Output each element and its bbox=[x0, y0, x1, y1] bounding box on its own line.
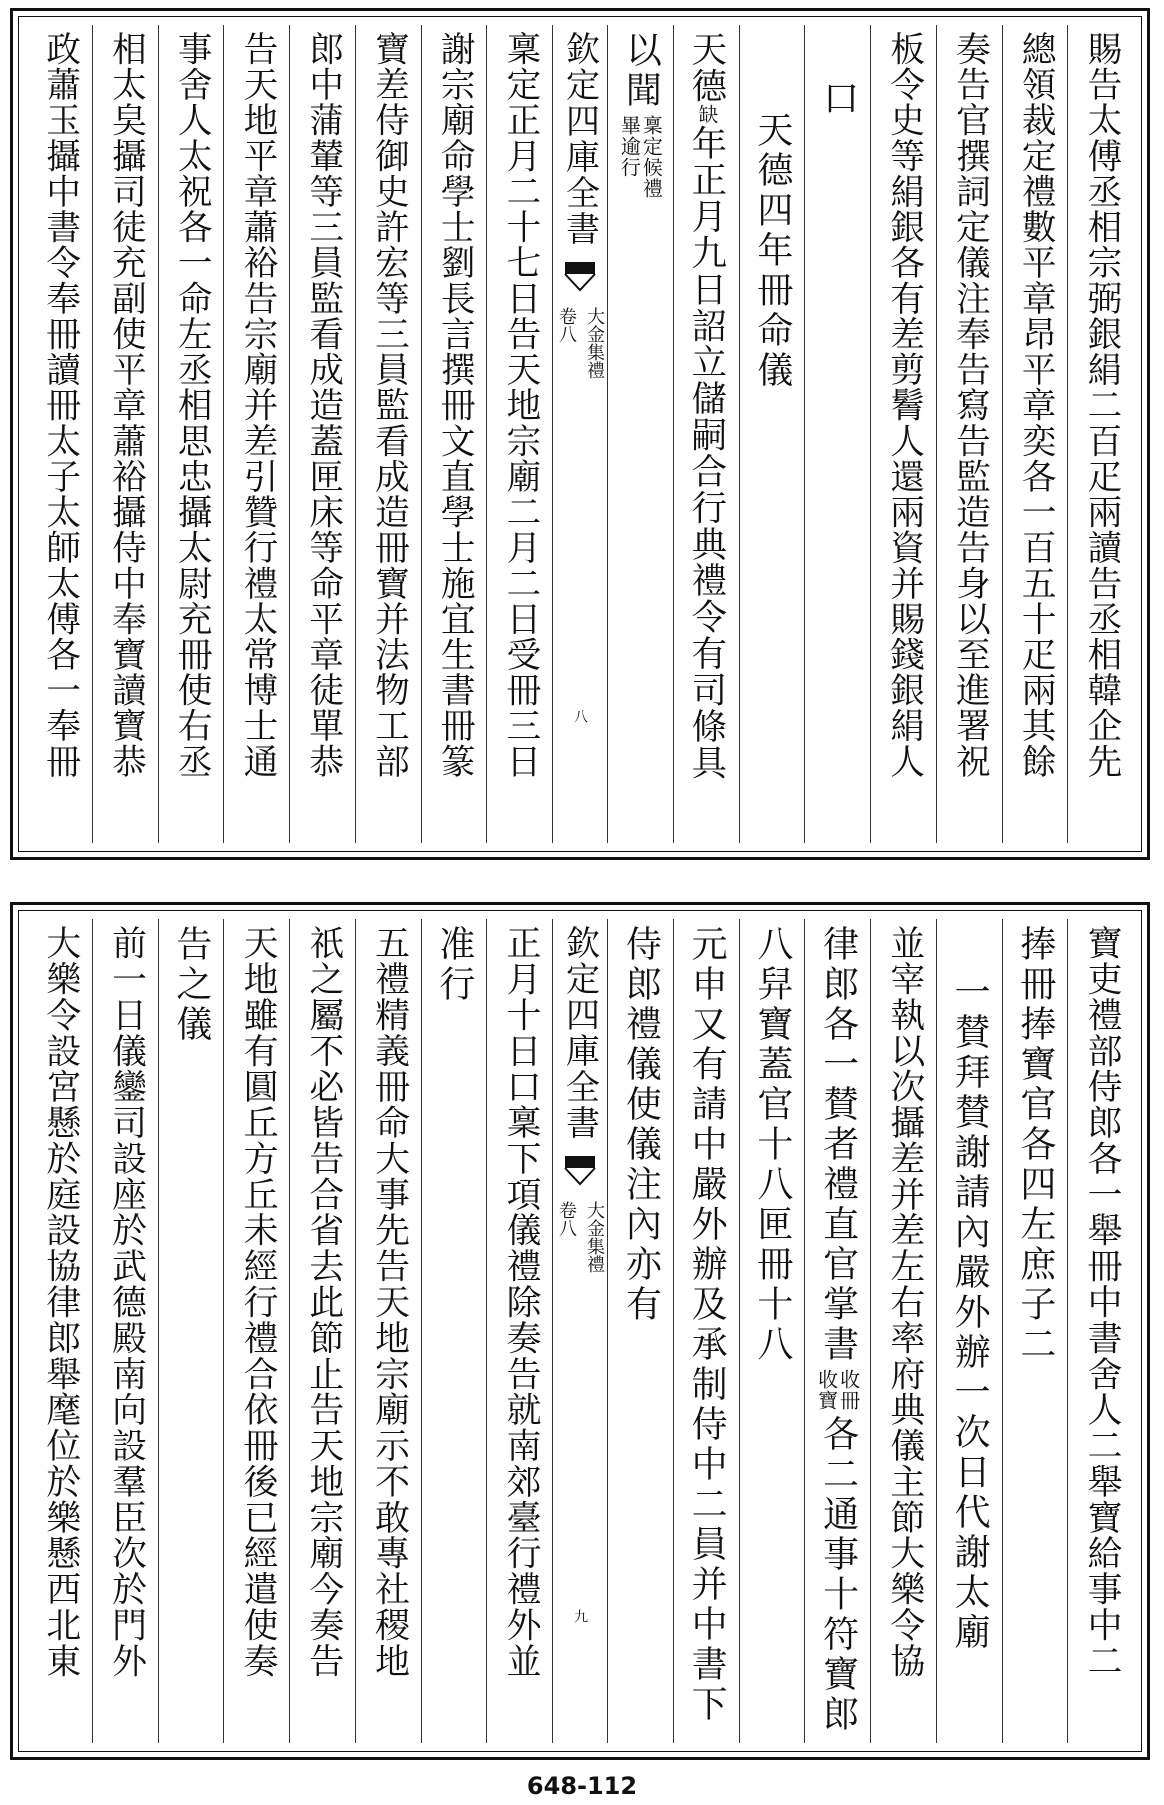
center-fold bbox=[552, 25, 607, 843]
text-column bbox=[1067, 25, 1133, 843]
dual-note bbox=[814, 1369, 861, 1411]
text-column bbox=[355, 25, 421, 843]
book-title: 欽定四庫全書 bbox=[559, 925, 600, 1141]
column-text: 侍郎禮儀使儀注內亦有 bbox=[620, 925, 662, 1325]
column-text: 事舍人太祝各一命左丞相思忠攝太尉充冊使右丞 bbox=[171, 31, 212, 780]
column-text: 年正月九日詔立儲嗣合行典禮令有司條具 bbox=[685, 124, 727, 781]
folio-number: 八 bbox=[572, 709, 588, 723]
column-text: 八舁寶蓋官十八匣冊十八 bbox=[751, 925, 793, 1365]
volume-info bbox=[553, 307, 607, 379]
column-text: 大樂令設宮懸於庭設協律郎舉麾位於樂懸西北東 bbox=[39, 925, 80, 1679]
column-text: 賜告太傅丞相宗弼銀絹二百疋兩讀告丞相韓企先 bbox=[1080, 31, 1121, 780]
book-subtitle: 大金集禮 bbox=[584, 1201, 605, 1273]
text-column bbox=[289, 919, 355, 1743]
text-column bbox=[673, 919, 739, 1743]
text-column bbox=[607, 919, 673, 1743]
inline-note-left: 收寶 bbox=[814, 1369, 839, 1411]
volume-label: 卷八 bbox=[556, 1201, 577, 1237]
top-page bbox=[10, 8, 1150, 860]
column-text: 前一日儀鑾司設座於武德殿南向設羣臣次於門外 bbox=[105, 925, 146, 1679]
page-number-footer: 648-112 bbox=[526, 1772, 638, 1800]
column-text: 寶差侍御史許宏等三員監看成造冊寶并法物工部 bbox=[368, 31, 409, 780]
column-text: 祇之屬不必皆告合省去此節止告天地宗廟今奏告 bbox=[302, 925, 343, 1679]
text-column bbox=[223, 919, 289, 1743]
text-column bbox=[421, 919, 487, 1743]
mixed-text bbox=[814, 925, 861, 1735]
volume-info bbox=[553, 1201, 607, 1273]
column-text: 元申又有請中嚴外辦及承制侍中二員并中書下 bbox=[686, 925, 728, 1725]
text-column bbox=[1002, 25, 1068, 843]
mixed-text bbox=[617, 31, 664, 203]
text-column bbox=[1002, 919, 1068, 1743]
mixed-text bbox=[685, 31, 727, 781]
text-column bbox=[870, 919, 936, 1743]
text-column bbox=[607, 25, 673, 843]
book-title: 欽定四庫全書 bbox=[559, 31, 600, 247]
folio-number: 九 bbox=[572, 1609, 588, 1623]
column-text: 捧冊捧寶官各四左庶子二 bbox=[1014, 925, 1056, 1365]
text-column bbox=[355, 919, 421, 1743]
column-text: 律郎各一賛者禮直官掌書 bbox=[817, 925, 859, 1365]
center-fold bbox=[552, 919, 607, 1743]
column-text: 天地雖有圓丘方丘未經行禮合依冊後已經遣使奏 bbox=[237, 925, 278, 1679]
text-column bbox=[804, 919, 870, 1743]
section-heading-column bbox=[739, 25, 805, 843]
text-column bbox=[92, 25, 158, 843]
text-column bbox=[27, 25, 92, 843]
text-column bbox=[92, 919, 158, 1743]
section-heading: 天德四年冊命儀 bbox=[751, 111, 793, 391]
fish-tail-icon bbox=[560, 1151, 600, 1191]
text-column bbox=[936, 919, 1002, 1743]
column-text: 准行 bbox=[433, 925, 475, 1005]
column-text: 口 bbox=[817, 79, 859, 119]
inline-note: 缺 bbox=[694, 103, 718, 125]
bottom-page bbox=[10, 902, 1150, 1760]
text-column bbox=[739, 919, 805, 1743]
column-text: 板令史等絹銀各有差剪鬌人還兩資并賜錢銀絹人 bbox=[883, 31, 924, 780]
inline-note-left: 畢逾行 bbox=[617, 115, 642, 178]
column-text: 天德 bbox=[685, 31, 727, 104]
volume-label: 卷八 bbox=[556, 307, 577, 343]
column-text: 一賛拜賛謝請內嚴外辦一次日代謝太廟 bbox=[949, 973, 991, 1653]
column-text: 奏告官撰詞定儀注奉告寫告監造告身以至進署祝 bbox=[949, 31, 990, 780]
fish-tail-icon bbox=[560, 257, 600, 297]
column-text: 政蕭玉攝中書令奉冊讀冊太子太師太傅各一奉冊 bbox=[39, 31, 80, 780]
column-text: 總領裁定禮數平章昂平章奕各一百五十疋兩其餘 bbox=[1015, 31, 1056, 780]
column-text: 以聞 bbox=[620, 31, 662, 111]
text-column bbox=[673, 25, 739, 843]
column-text: 告天地平章蕭裕告宗廟并差引贊行禮太常博士通 bbox=[236, 31, 277, 780]
column-text: 五禮精義冊命大事先告天地宗廟示不敢專社稷地 bbox=[368, 925, 409, 1679]
column-text: 正月十日口稟下項儀禮除奏告就南郊臺行禮外並 bbox=[500, 925, 541, 1679]
text-column bbox=[421, 25, 487, 843]
text-column bbox=[158, 25, 224, 843]
text-column bbox=[158, 919, 224, 1743]
text-column bbox=[870, 25, 936, 843]
inline-note-right: 稟定候禮 bbox=[639, 115, 664, 199]
bottom-columns bbox=[27, 919, 1133, 1743]
inline-note-right: 收冊 bbox=[836, 1369, 861, 1411]
text-column bbox=[486, 919, 552, 1743]
text-column bbox=[1067, 919, 1133, 1743]
column-text: 郎中蒲輦等三員監看成造蓋匣床等命平章徒單恭 bbox=[302, 31, 343, 780]
column-text: 各二通事十符寶郎 bbox=[817, 1415, 859, 1735]
text-column bbox=[223, 25, 289, 843]
top-columns bbox=[27, 25, 1133, 843]
column-text: 稟定正月二十七日告天地宗廟二月二日受冊三日 bbox=[499, 31, 540, 780]
column-text: 相太㚖攝司徒充副使平章蕭裕攝侍中奉寶讀寶恭 bbox=[105, 31, 146, 780]
text-column bbox=[27, 919, 92, 1743]
column-text: 告之儀 bbox=[170, 925, 212, 1045]
text-column bbox=[486, 25, 552, 843]
dual-note bbox=[617, 115, 664, 199]
text-column bbox=[289, 25, 355, 843]
book-subtitle: 大金集禮 bbox=[584, 307, 605, 379]
text-column bbox=[936, 25, 1002, 843]
column-text: 謝宗廟命學士劉長言撰冊文直學士施宜生書冊篆 bbox=[434, 31, 475, 780]
column-text: 寶吏禮部侍郎各一舉冊中書舍人二舉寶給事中二 bbox=[1081, 925, 1122, 1679]
column-text: 並宰執以次攝差并差左右率府典儀主節大樂令協 bbox=[883, 925, 924, 1679]
text-column bbox=[804, 25, 870, 843]
